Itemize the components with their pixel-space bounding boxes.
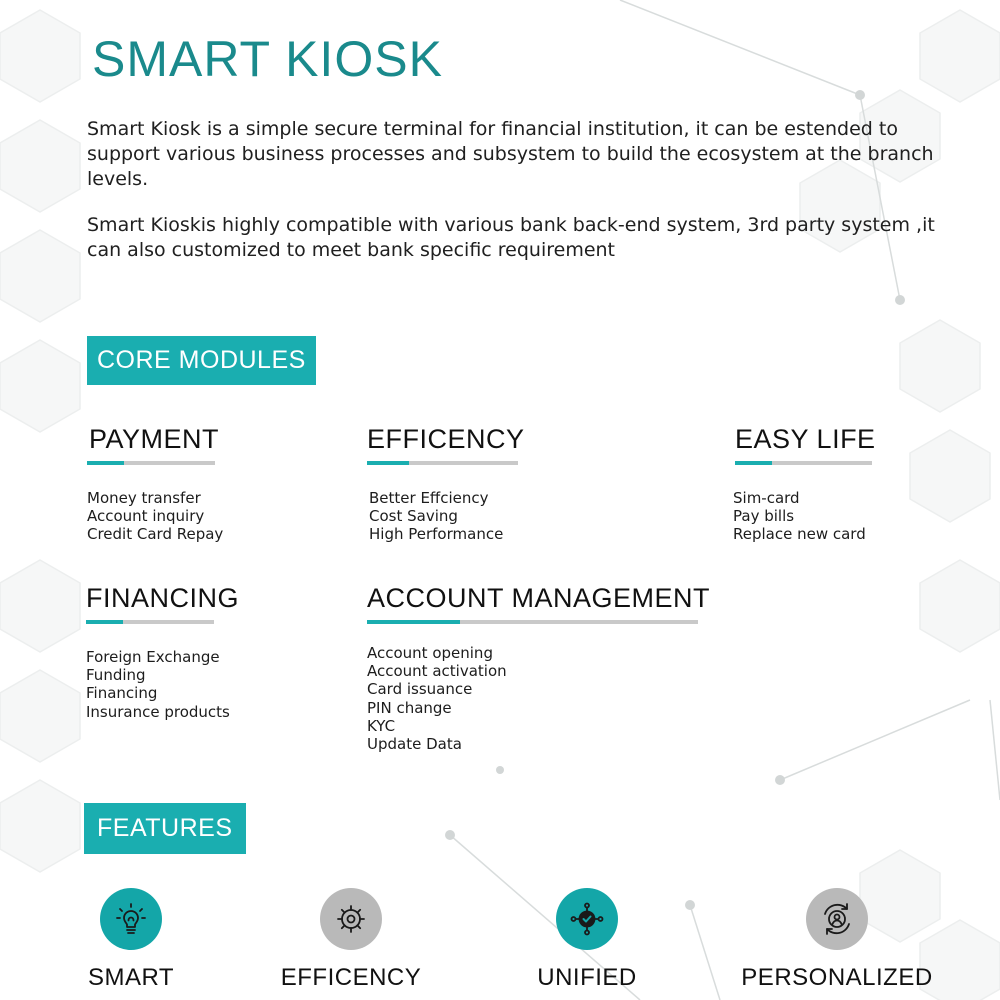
list-item: Cost Saving [369,507,458,526]
feature-label: PERSONALIZED [741,964,933,991]
list-item: High Performance [369,525,504,544]
list-item: Account opening [367,644,493,662]
lightbulb-icon [100,888,162,950]
gear-icon [320,888,382,950]
network-check-icon [556,888,618,950]
features-heading: FEATURES [84,803,246,854]
list-item: Pay bills [733,507,795,526]
module-underline [735,461,872,465]
module-underline-accent [86,620,123,624]
module-item-list [86,648,239,721]
list-item: PIN change [367,698,452,717]
list-item: Update Data [367,735,462,754]
module-item-list [369,489,525,544]
module-payment [87,424,223,544]
module-title: FINANCING [86,583,239,613]
module-underline [367,620,698,624]
list-item: Better Effciency [369,489,489,507]
list-item: Insurance products [86,702,230,721]
feature-label: UNIFIED [537,964,637,991]
module-item-list [733,489,876,544]
page-title: SMART KIOSK [92,31,443,87]
module-easy-life [733,424,876,544]
module-underline-accent [735,461,772,465]
feature-label: SMART [87,964,175,991]
module-efficency [367,424,525,544]
feature-efficency [241,888,461,992]
intro-paragraph-1: Smart Kiosk is a simple secure terminal for financial institution, it can be estended to support various business processes and subsystem to build the ecosystem at the branch levels. [87,118,934,190]
module-title: ACCOUNT MANAGEMENT [367,583,711,613]
list-item: Card issuance [367,680,473,699]
module-underline-accent [367,620,460,624]
core-modules-heading: CORE MODULES [87,336,316,385]
module-underline [86,620,214,624]
module-title: EFFICENCY [367,424,525,454]
feature-unified [477,888,697,992]
list-item: Funding [86,666,146,685]
module-underline-accent [367,461,409,465]
list-item: Replace new card [733,525,866,544]
list-item: Credit Card Repay [87,525,224,544]
module-item-list [367,644,710,753]
list-item: Account inquiry [87,507,205,526]
module-underline-accent [87,461,124,465]
module-financing [86,583,239,721]
module-account-management [367,583,710,753]
list-item: Sim-card [733,489,800,507]
list-item: Foreign Exchange [86,648,220,666]
feature-label: EFFICENCY [280,964,422,991]
list-item: Account activation [367,662,507,681]
intro-paragraph-2: Smart Kioskis highly compatible with various bank back-end system, 3rd party system ,it can also customized to meet bank specific requirement [87,214,935,261]
module-title: PAYMENT [89,424,220,454]
feature-personalized [727,888,947,992]
module-underline [367,461,518,465]
list-item: Money transfer [87,489,201,507]
module-underline [87,461,215,465]
feature-smart [21,888,241,992]
list-item: KYC [367,716,396,735]
user-cycle-icon [806,888,868,950]
module-item-list [87,489,223,544]
list-item: Financing [86,684,158,703]
module-title: EASY LIFE [735,424,876,454]
